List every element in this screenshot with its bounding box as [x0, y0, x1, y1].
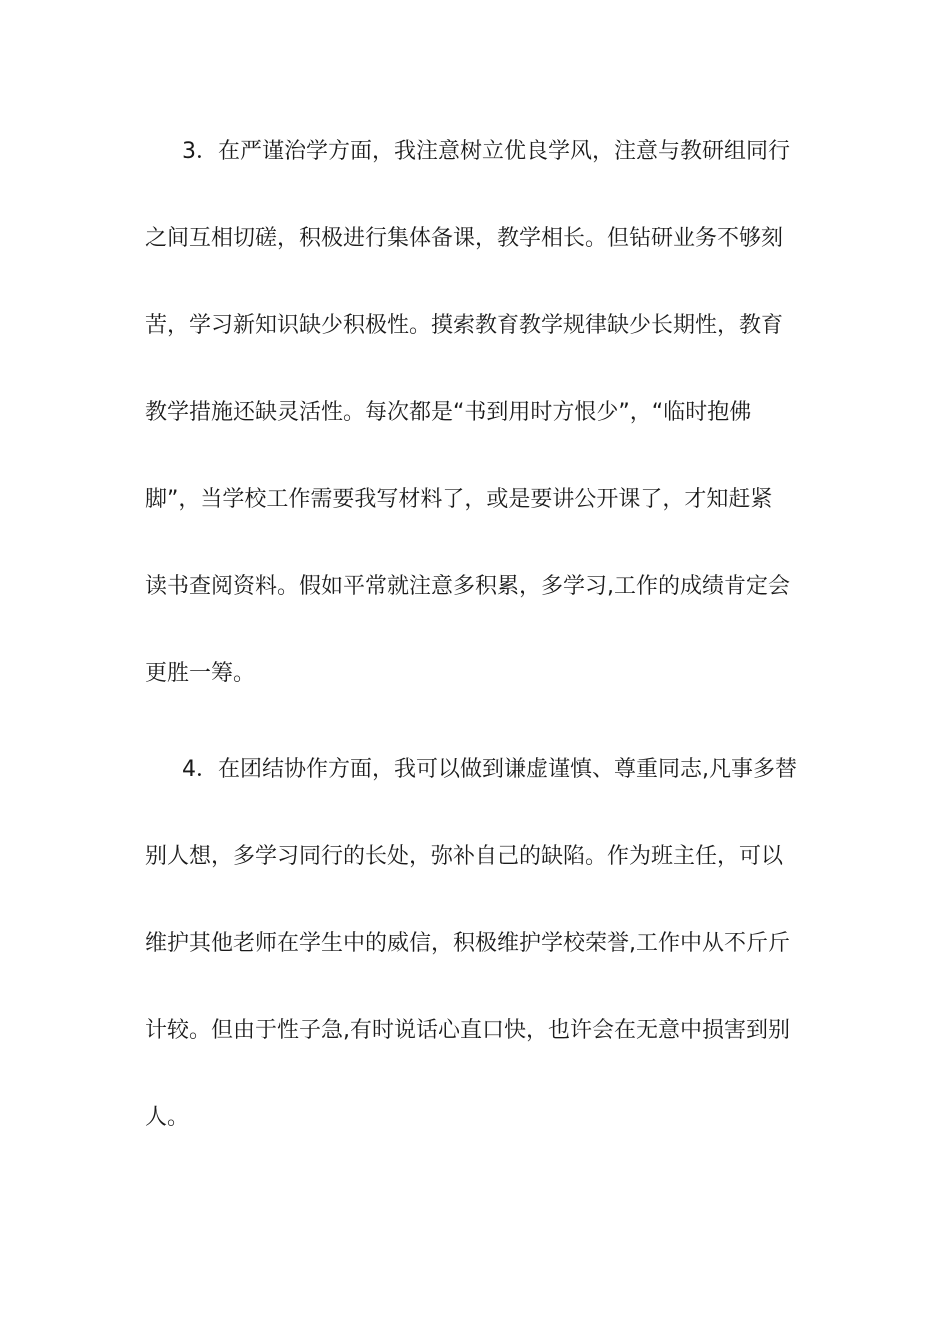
- paragraph-line: 读书查阅资料。假如平常就注意多积累，多学习,工作的成绩肯定会: [145, 574, 790, 599]
- paragraph-line: 计较。但由于性子急,有时说话心直口快，也许会在无意中损害到别: [145, 1018, 790, 1043]
- paragraph-line: 别人想，多学习同行的长处，弥补自己的缺陷。作为班主任，可以: [145, 844, 784, 869]
- paragraph-line: 之间互相切磋，积极进行集体备课，教学相长。但钻研业务不够刻: [145, 226, 784, 251]
- paragraph-line: 人。: [145, 1105, 190, 1130]
- paragraph-line: 维护其他老师在学生中的威信，积极维护学校荣誉,工作中从不斤斤: [145, 931, 790, 956]
- paragraph-line: 教学措施还缺灵活性。每次都是“书到用时方恨少”，“临时抱佛: [145, 400, 752, 425]
- paragraph-line: 苦，学习新知识缺少积极性。摸索教育教学规律缺少长期性，教育: [145, 313, 784, 338]
- paragraph-line: 3．在严谨治学方面，我注意树立优良学风，注意与教研组同行: [182, 139, 790, 164]
- paragraph-line: 脚”，当学校工作需要我写材料了，或是要讲公开课了，才知赶紧: [145, 487, 773, 512]
- paragraph-line: 更胜一筹。: [145, 661, 256, 686]
- paragraph-line: 4．在团结协作方面，我可以做到谦虚谨慎、尊重同志,凡事多替: [182, 757, 797, 782]
